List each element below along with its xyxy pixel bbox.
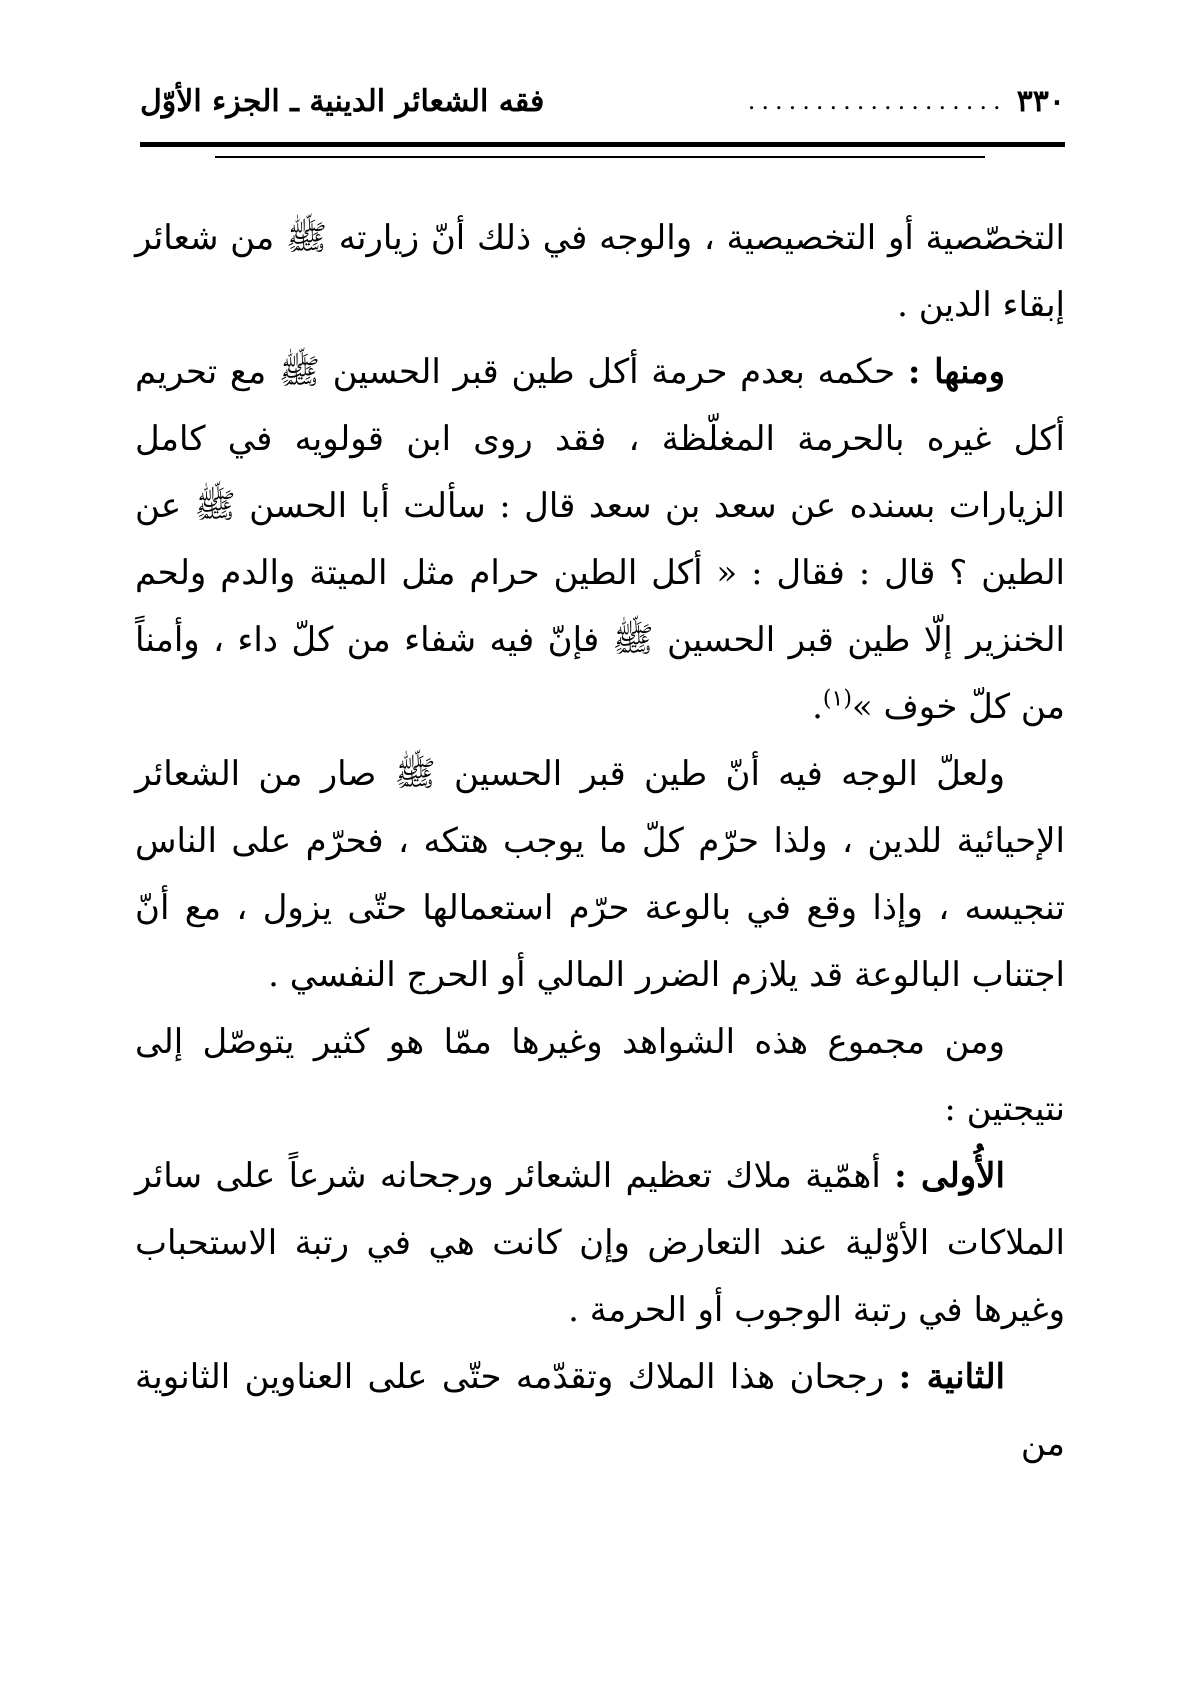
paragraph-1-text: التخصّصية أو التخصيصية ، والوجه في ذلك أنّ زيارته ﷺ من شعائر إبقاء الدين . bbox=[135, 218, 1065, 325]
header-leader-dots: ................... bbox=[747, 87, 1007, 115]
paragraph-2-tail: . bbox=[812, 687, 823, 727]
paragraph-2 bbox=[135, 339, 1065, 741]
header-rule-thin bbox=[215, 156, 985, 158]
paragraph-1 bbox=[135, 205, 1065, 339]
page-number: ٣٣٠ bbox=[1016, 83, 1065, 119]
paragraph-2-lead: ومنها : bbox=[907, 352, 1005, 392]
paragraph-5-text: أهمّية ملاك تعظيم الشعائر ورجحانه شرعاً على سائر الملاكات الأوّلية عند التعارض وإن كانت هي في رتبة الاستحباب وغيرها في رتبة الوجوب أو الحرمة . bbox=[135, 1156, 1065, 1330]
footnote-marker: (١) bbox=[822, 686, 852, 712]
running-header bbox=[140, 78, 1065, 124]
paragraph-2-text: حكمه بعدم حرمة أكل طين قبر الحسين ﷺ مع تحريم أكل غيره بالحرمة المغلّظة ، فقد روى ابن قولويه في كامل الزيارات بسنده عن سعد بن سعد قال : سألت أبا الحسن ﷺ عن الطين ؟ قال : فقال : « أكل الطين حرام مثل الميتة والدم ولحم الخنزير إلّا طين قبر الحسين ﷺ فإنّ فيه شفاء من كلّ داء ، وأمناً من كلّ خوف » bbox=[135, 352, 1065, 727]
header-rule-thick bbox=[140, 142, 1065, 147]
paragraph-4 bbox=[135, 1009, 1065, 1143]
paragraph-3 bbox=[135, 741, 1065, 1009]
paragraph-6-text: رجحان هذا الملاك وتقدّمه حتّى على العناوين الثانوية من bbox=[135, 1357, 1065, 1464]
paragraph-4-text: ومن مجموع هذه الشواهد وغيرها ممّا هو كثير يتوصّل إلى نتيجتين : bbox=[135, 1022, 1065, 1129]
paragraph-6 bbox=[135, 1344, 1065, 1478]
paragraph-3-text: ولعلّ الوجه فيه أنّ طين قبر الحسين ﷺ صار من الشعائر الإحيائية للدين ، ولذا حرّم كلّ ما يوجب هتكه ، فحرّم على الناس تنجيسه ، وإذا وقع في بالوعة حرّم استعمالها حتّى يزول ، مع أنّ اجتناب البالوعة قد يلازم الضرر المالي أو الحرج النفسي . bbox=[135, 754, 1065, 995]
paragraph-5 bbox=[135, 1143, 1065, 1344]
paragraph-5-lead: الأُولى : bbox=[894, 1156, 1006, 1196]
paragraph-6-lead: الثانية : bbox=[898, 1357, 1005, 1397]
header-title: فقه الشعائر الدينية ـ الجزء الأوّل bbox=[140, 83, 545, 119]
page-body bbox=[135, 205, 1065, 1478]
